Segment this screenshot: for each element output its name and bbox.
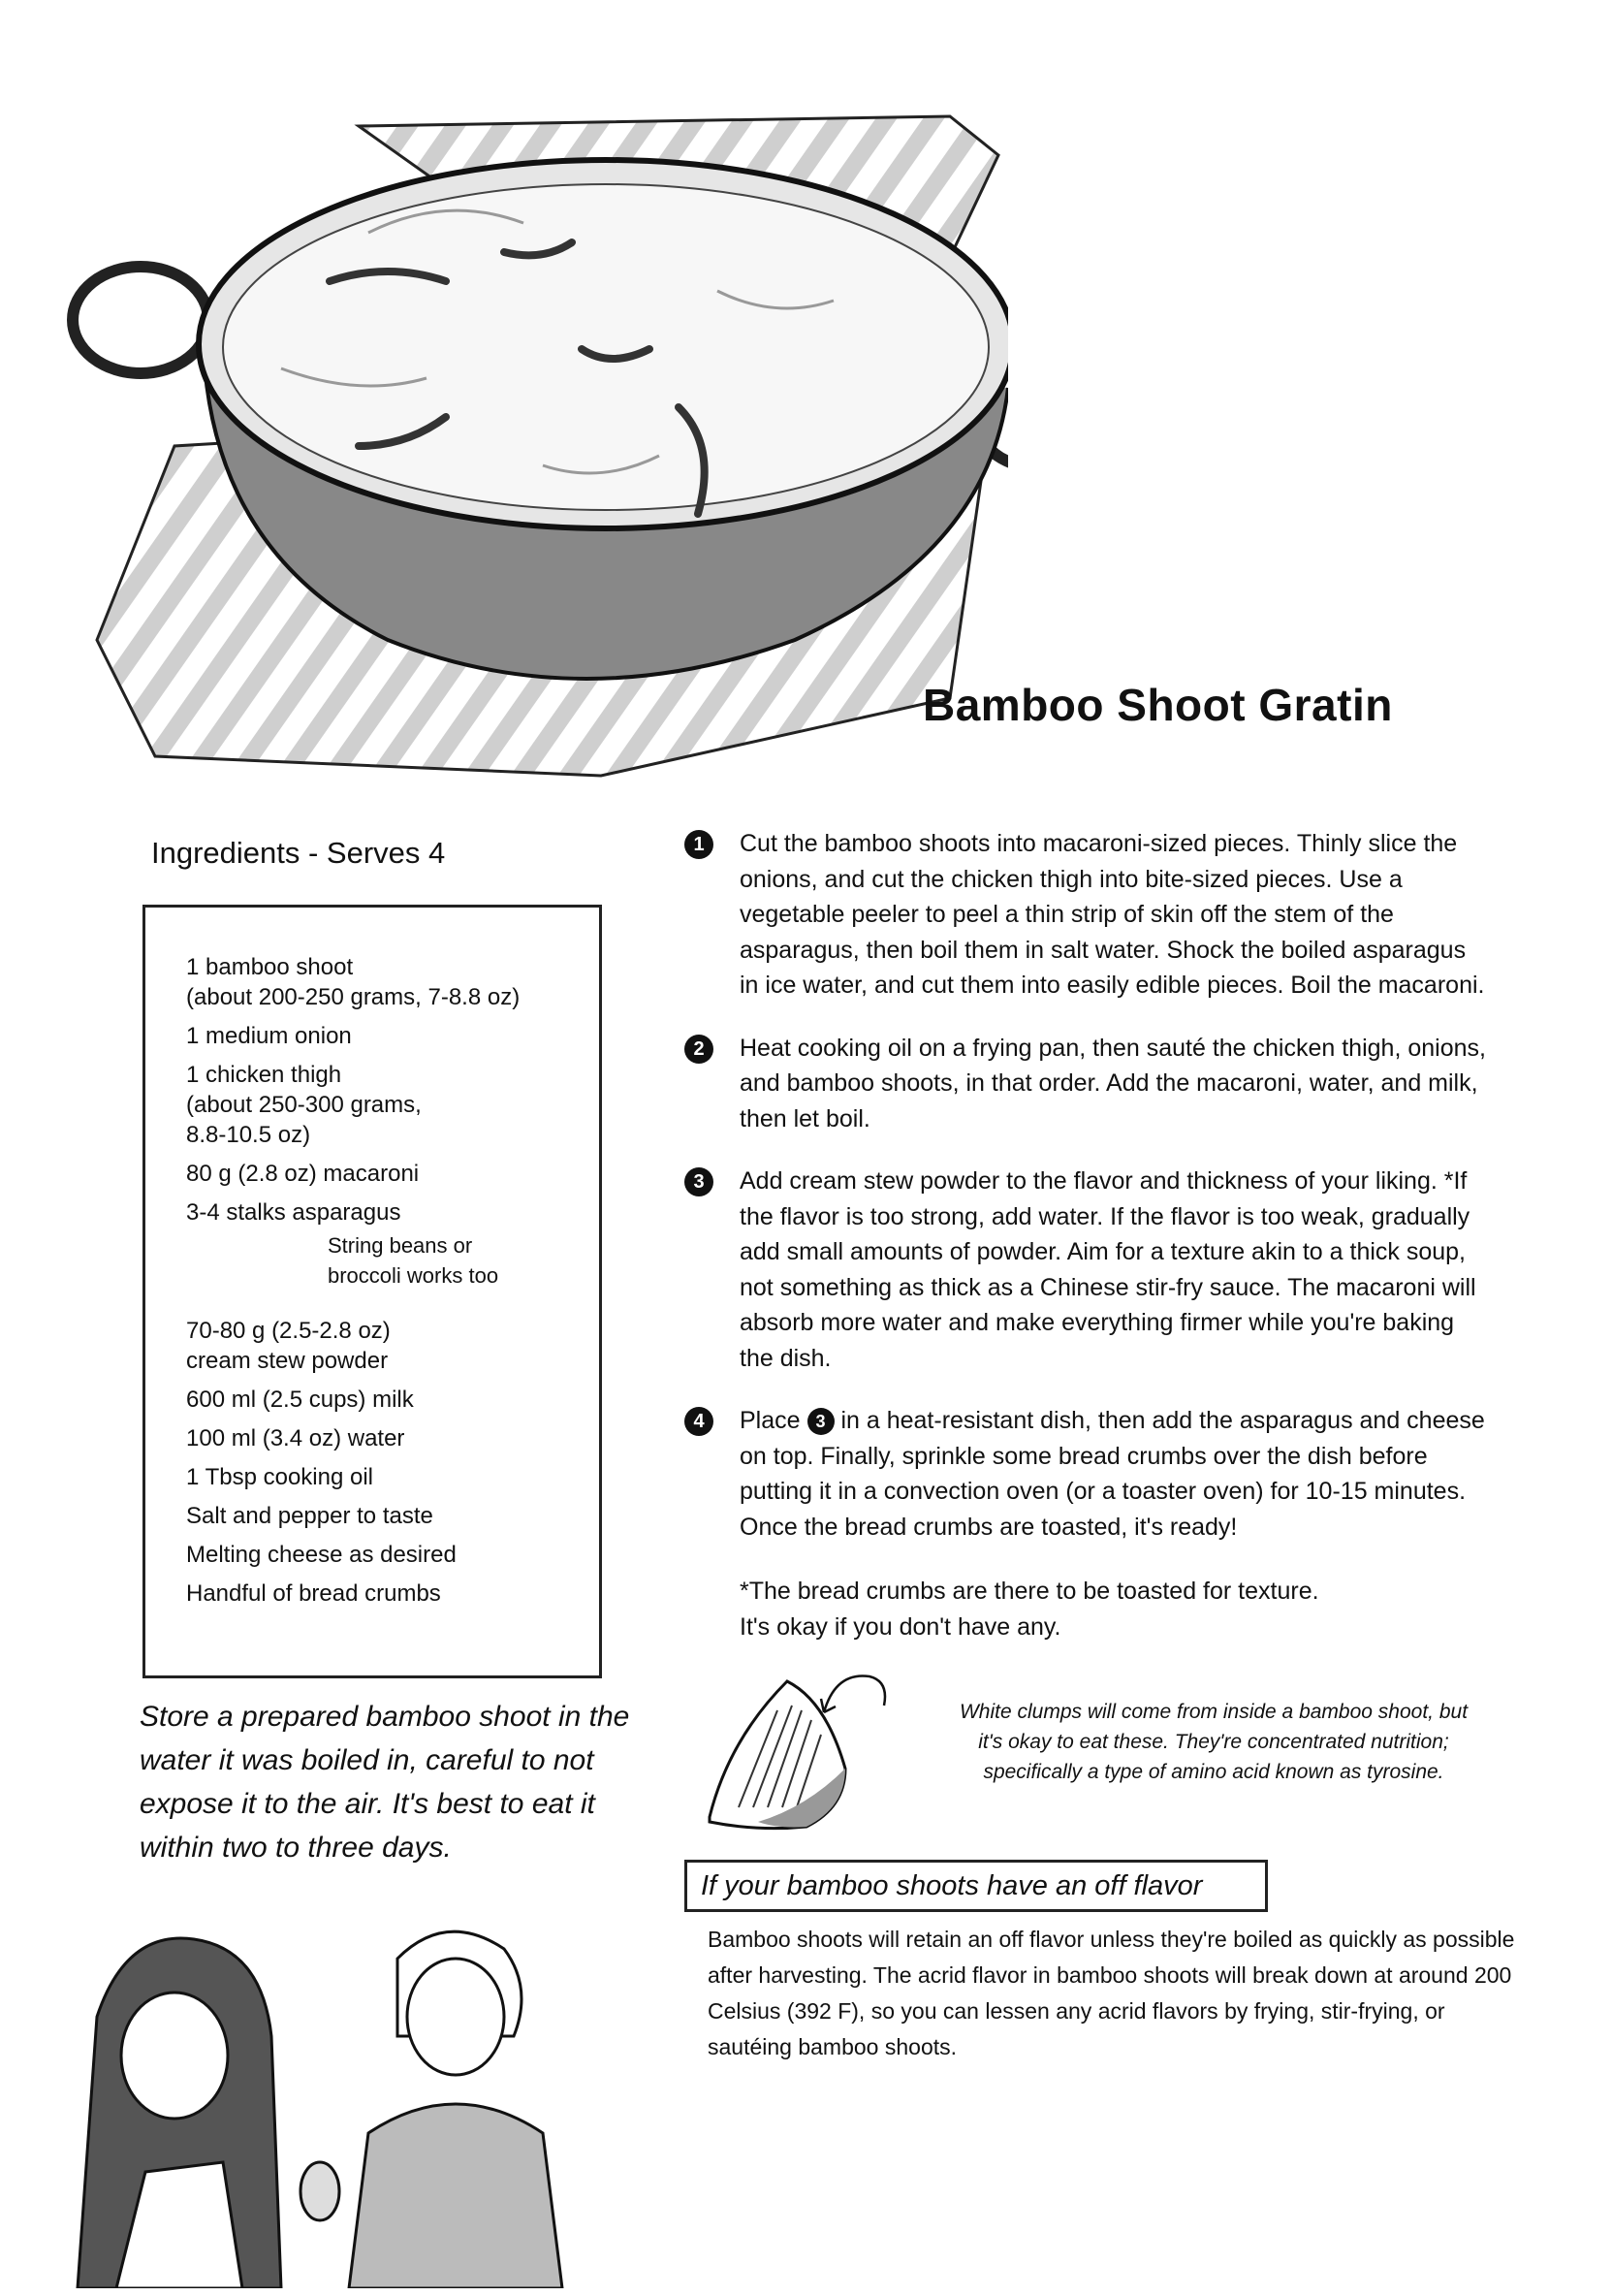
step-2 [684, 1031, 1489, 1137]
tip-body: Bamboo shoots will retain an off flavor unless they're boiled as quickly as possible after harvesting. The acrid flavor in bamboo shoots will break down at around 200 Celsius (392 F), so you can lessen any acrid flavors by frying, stir-frying, or sautéing bamboo shoots. [708, 1927, 1515, 2059]
recipe-title: Bamboo Shoot Gratin [923, 680, 1393, 730]
storage-note: Store a prepared bamboo shoot in the water it was boiled in, careful to not expose it to the air. It's best to eat it within two to three days. [140, 1701, 630, 1864]
ingredient-item: 600 ml (2.5 cups) milk [186, 1387, 414, 1413]
step-3 [684, 1164, 1489, 1376]
ingredient-item: 1 medium onion [186, 1023, 352, 1049]
ingredients-heading: Ingredients - Serves 4 [151, 836, 446, 870]
ingredient-item: 1 bamboo shoot (about 200-250 grams, 7-8.8 oz) [186, 954, 521, 1010]
ingredient-item: 70-80 g (2.5-2.8 oz) cream stew powder [186, 1318, 391, 1374]
gratin-pan-illustration [39, 97, 1008, 795]
bread-crumb-note: *The bread crumbs are there to be toasted for texture. It's okay if you don't have any. [740, 1578, 1319, 1641]
step-text-lead: Place [740, 1407, 801, 1434]
step-reference-badge: 3 [807, 1408, 835, 1435]
bamboo-shoot-caption: White clumps will come from inside a bamboo shoot, but it's okay to eat these. They're concentrated nutrition; specifically a type of amino acid known as tyrosine. [959, 1701, 1469, 1783]
step-1 [684, 826, 1489, 1004]
ingredient-item: 1 Tbsp cooking oil [186, 1464, 374, 1490]
ingredient-item: Melting cheese as desired [186, 1542, 457, 1568]
ingredient-item: 1 chicken thigh (about 250-300 grams, 8.8-10.5 oz) [186, 1062, 422, 1148]
step-4 [684, 1403, 1489, 1545]
step-text: Cut the bamboo shoots into macaroni-sized pieces. Thinly slice the onions, and cut the chicken thigh into bite-sized pieces. Use a vegetable peeler to peel a thin strip of skin off the stem of the asparagus, then boil them in salt water. Shock the boiled asparagus in ice water, and cut them into easily edible pieces. Boil the macaroni. [740, 830, 1485, 999]
step-text: Heat cooking oil on a frying pan, then sauté the chicken thigh, onions, and bamboo shoots, in that order. Add the macaroni, water, and milk, then let boil. [740, 1034, 1486, 1132]
step-text: Add cream stew powder to the flavor and thickness of your liking. *If the flavor is too strong, add water. If the flavor is too weak, gradually add small amounts of powder. Aim for a texture akin to a thick soup, not something as thick as a Chinese stir-fry sauce. The macaroni will absorb more water and make everything firmer while you're baking the dish. [740, 1167, 1476, 1372]
ingredient-item: Handful of bread crumbs [186, 1580, 441, 1607]
step-number-badge: 3 [684, 1167, 713, 1196]
ingredient-item: 80 g (2.8 oz) macaroni [186, 1161, 420, 1187]
instructions-column [684, 826, 1537, 2065]
step-text-container [740, 1403, 1489, 1545]
ingredient-substitute-note: String beans or broccoli works too [328, 1233, 499, 1288]
ingredient-item: 100 ml (3.4 oz) water [186, 1425, 405, 1451]
characters-illustration [58, 1900, 659, 2288]
step-number-badge: 2 [684, 1035, 713, 1064]
step-text: in a heat-resistant dish, then add the asparagus and cheese on top. Finally, sprinkle some bread crumbs over the dish before putting it in a convection oven (or a toaster oven) for 10-15 minutes. Once the bread crumbs are toasted, it's ready! [740, 1407, 1485, 1541]
bamboo-shoot-aside [684, 1662, 1537, 1836]
ingredient-item: 3-4 stalks asparagus [186, 1199, 401, 1226]
tip-heading: If your bamboo shoots have an off flavor [684, 1860, 1268, 1912]
ingredient-item: Salt and pepper to taste [186, 1503, 433, 1529]
step-number-badge: 4 [684, 1407, 713, 1436]
bamboo-shoot-sketch [700, 1662, 923, 1836]
step-number-badge: 1 [684, 830, 713, 859]
ingredients-box [142, 905, 602, 1678]
